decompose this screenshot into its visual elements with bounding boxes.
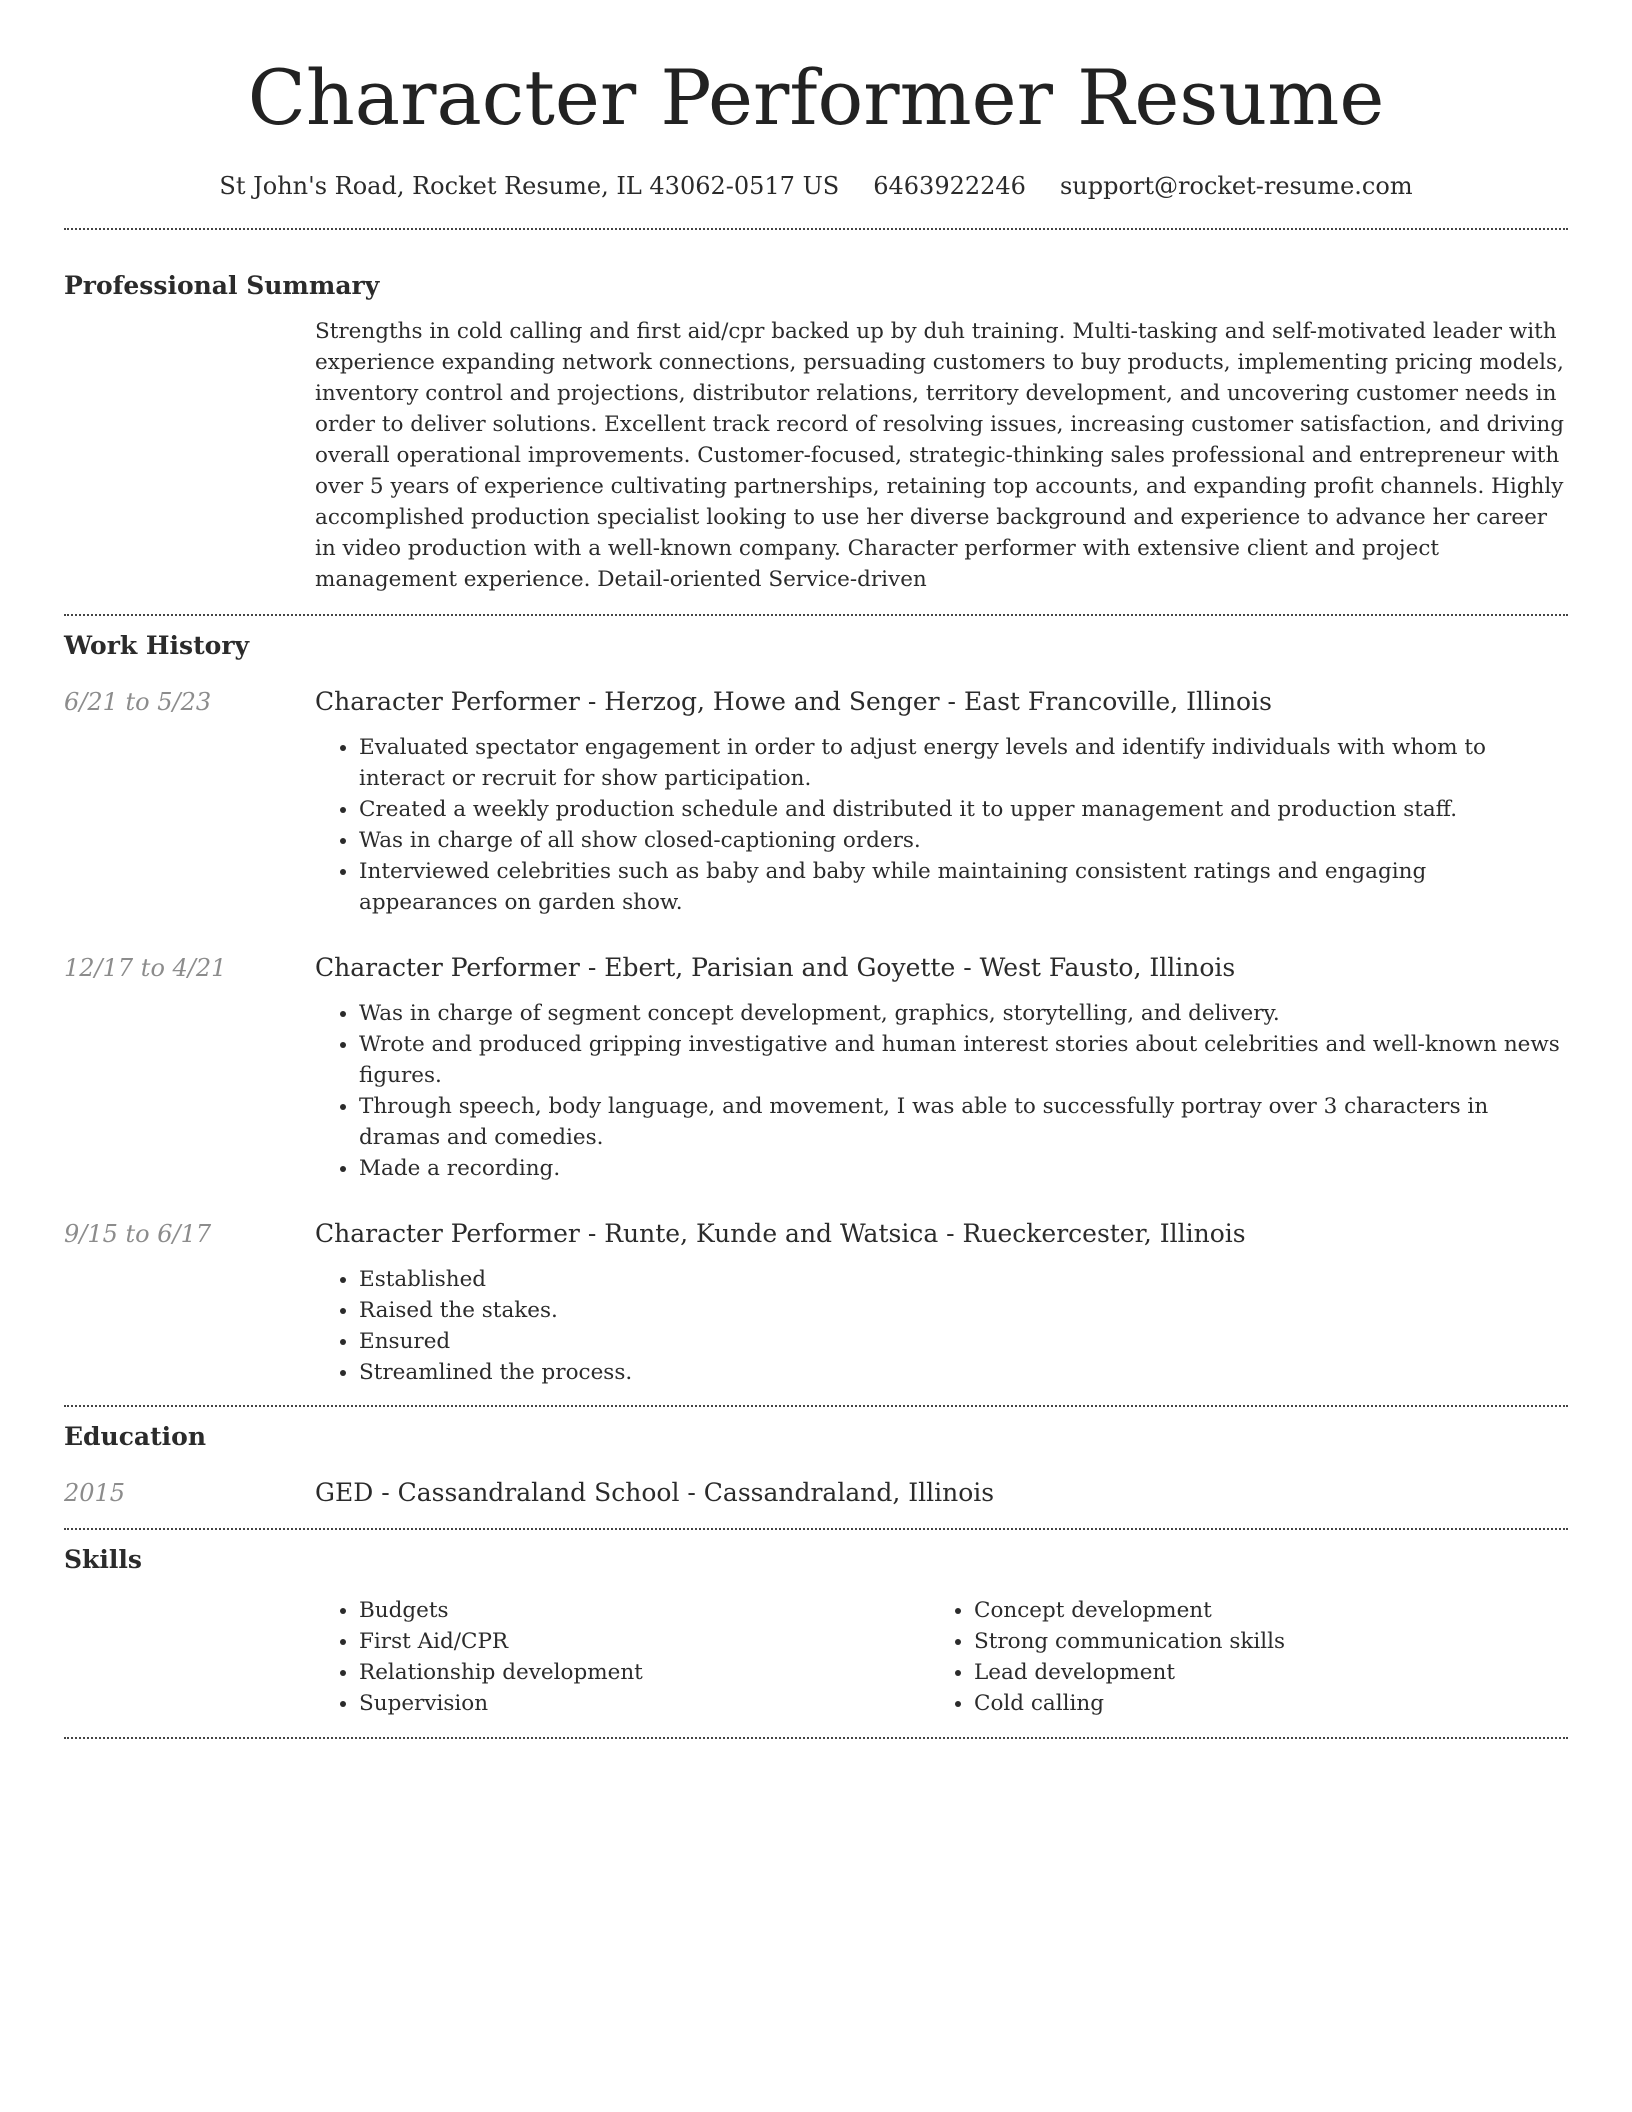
job-heading: Character Performer - Herzog, Howe and Senger - East Francoville, Illinois bbox=[315, 687, 1272, 716]
job-entry bbox=[64, 686, 1568, 918]
section-title-work: Work History bbox=[64, 631, 250, 660]
list-item: • Lead development bbox=[974, 1657, 1568, 1688]
resume-header bbox=[64, 0, 1568, 202]
skills-grid bbox=[315, 1595, 1568, 1719]
job-heading: Character Performer - Ebert, Parisian and Goyette - West Fausto, Illinois bbox=[315, 953, 1236, 982]
contact-address: St John's Road, Rocket Resume, IL 43062-0517 US bbox=[219, 172, 840, 200]
list-item: • Was in charge of all show closed-captioning orders. bbox=[359, 825, 1568, 856]
list-item: • Made a recording. bbox=[359, 1153, 1568, 1184]
job-bullets bbox=[315, 998, 1568, 1184]
summary-section bbox=[64, 230, 1568, 614]
list-item: • Relationship development bbox=[359, 1657, 930, 1688]
work-history-section bbox=[64, 616, 1568, 1405]
job-bullets bbox=[315, 1264, 1568, 1388]
job-dates: 12/17 to 4/21 bbox=[64, 954, 227, 982]
list-item: • Wrote and produced gripping investigative and human interest stories about celebrities and well-known news figures. bbox=[359, 1029, 1568, 1091]
list-item: • Concept development bbox=[974, 1595, 1568, 1626]
list-item: • Was in charge of segment concept development, graphics, storytelling, and delivery. bbox=[359, 998, 1568, 1029]
job-entry bbox=[64, 952, 1568, 1184]
list-item: • Streamlined the process. bbox=[359, 1357, 1568, 1388]
job-dates: 6/21 to 5/23 bbox=[64, 688, 212, 716]
skills-section bbox=[64, 1530, 1568, 1737]
contact-email: support@rocket-resume.com bbox=[1059, 172, 1413, 200]
job-heading: Character Performer - Runte, Kunde and Watsica - Rueckercester, Illinois bbox=[315, 1219, 1246, 1248]
resume-title: Character Performer Resume bbox=[247, 53, 1385, 142]
contact-line bbox=[64, 170, 1568, 202]
list-item: • Created a weekly production schedule and distributed it to upper management and production staff. bbox=[359, 794, 1568, 825]
list-item: • First Aid/CPR bbox=[359, 1626, 930, 1657]
divider bbox=[64, 1737, 1568, 1739]
list-item: • Supervision bbox=[359, 1688, 930, 1719]
job-dates: 9/15 to 6/17 bbox=[64, 1220, 212, 1248]
job-bullets bbox=[315, 732, 1568, 918]
list-item: • Raised the stakes. bbox=[359, 1295, 1568, 1326]
job-entry bbox=[64, 1218, 1568, 1388]
list-item: • Interviewed celebrities such as baby and baby while maintaining consistent ratings and engaging appearances on garden show. bbox=[359, 856, 1568, 918]
list-item: • Ensured bbox=[359, 1326, 1568, 1357]
list-item: • Evaluated spectator engagement in order to adjust energy levels and identify individuals with whom to interact or recruit for show participation. bbox=[359, 732, 1568, 794]
list-item: • Strong communication skills bbox=[974, 1626, 1568, 1657]
education-entry: GED - Cassandraland School - Cassandraland, Illinois bbox=[315, 1478, 995, 1507]
list-item: • Cold calling bbox=[974, 1688, 1568, 1719]
list-item: • Through speech, body language, and movement, I was able to successfully portray over 3 characters in dramas and comedies. bbox=[359, 1091, 1568, 1153]
section-title-skills: Skills bbox=[64, 1545, 142, 1574]
list-item: • Budgets bbox=[359, 1595, 930, 1626]
education-year: 2015 bbox=[64, 1479, 126, 1507]
skills-list bbox=[930, 1595, 1568, 1719]
contact-phone: 6463922246 bbox=[873, 172, 1026, 200]
list-item: • Established bbox=[359, 1264, 1568, 1295]
section-title-summary: Professional Summary bbox=[64, 271, 380, 300]
education-section bbox=[64, 1407, 1568, 1528]
skills-list bbox=[315, 1595, 930, 1719]
summary-text: Strengths in cold calling and first aid/cpr backed up by duh training. Multi-tasking and self-motivated leader with experience expanding network connections, persuading customers to buy products, implementing pricing models, inventory control and projections, distributor relations, territory development, and uncovering customer needs in order to deliver solutions. Excellent track record of resolving issues, increasing customer satisfaction, and driving overall operational improvements. Customer-focused, strategic-thinking sales professional and entrepreneur with over 5 years of experience cultivating partnerships, retaining top accounts, and expanding profit channels. Highly accomplished production specialist looking to use her diverse background and experience to advance her career in video production with a well-known company. Character performer with extensive client and project management experience. Detail-oriented Service-driven bbox=[315, 319, 1564, 592]
section-title-education: Education bbox=[64, 1422, 207, 1451]
